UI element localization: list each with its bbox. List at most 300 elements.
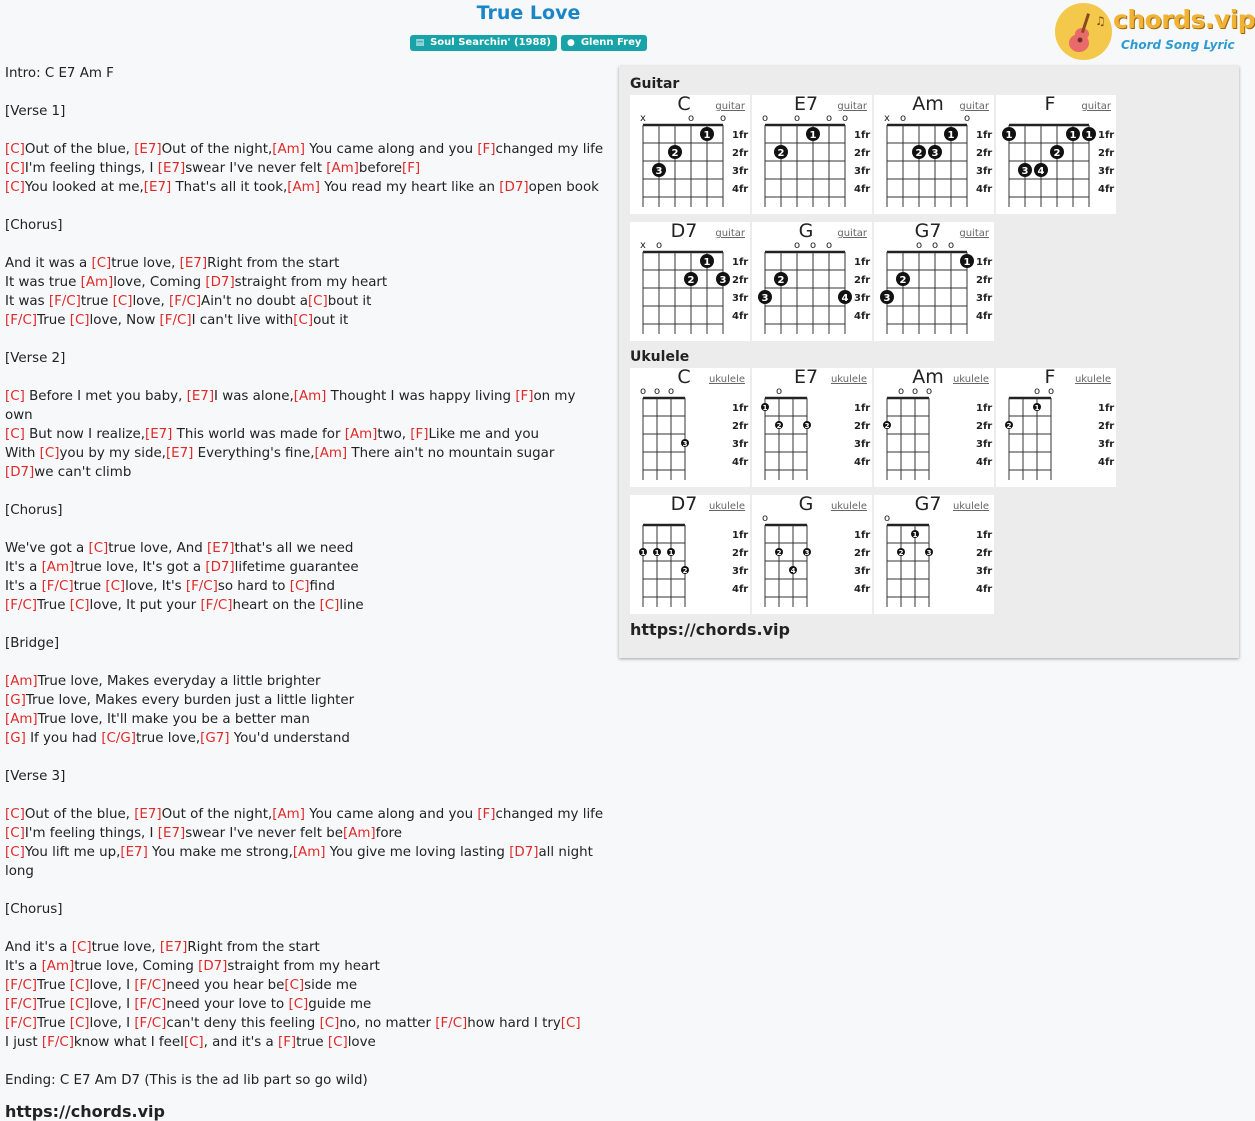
chord-marker[interactable]: [Am] <box>287 180 320 195</box>
finger-dot <box>883 421 891 430</box>
chord-marker[interactable]: [C] <box>69 997 90 1012</box>
chord-marker[interactable]: [E7] <box>134 142 162 157</box>
svg-text:2: 2 <box>899 275 907 286</box>
chord-marker[interactable]: [Am] <box>5 674 38 689</box>
badge-row <box>0 35 1057 51</box>
chord-marker[interactable]: [D7] <box>499 180 529 195</box>
lyric-text: [Verse 2] <box>5 351 66 366</box>
chord-marker[interactable]: [D7] <box>205 275 235 290</box>
lyric-line <box>5 482 607 501</box>
lyric-text: True love, Makes every burden just a little lighter <box>25 693 355 708</box>
chord-marker[interactable]: [F/C] <box>5 313 38 328</box>
instrument-link[interactable]: guitar <box>959 101 989 112</box>
chord-marker[interactable]: [C] <box>91 256 112 271</box>
finger-dot <box>667 548 675 557</box>
open-string-marker: o <box>761 513 769 524</box>
ukulele-chord-card-am[interactable] <box>874 368 994 487</box>
chord-marker[interactable]: [G] <box>5 693 26 708</box>
lyric-text: [Chorus] <box>5 218 63 233</box>
instrument-link[interactable]: guitar <box>715 101 745 112</box>
fret-label: 3fr <box>854 439 871 450</box>
chord-marker[interactable]: [C] <box>560 1016 581 1031</box>
finger-dot <box>1002 127 1016 141</box>
chord-marker[interactable]: [F/C] <box>185 579 218 594</box>
open-string-marker: o <box>925 386 933 397</box>
chord-marker[interactable]: [E7] <box>159 940 188 955</box>
chord-marker[interactable]: [C] <box>69 313 90 328</box>
finger-dot <box>803 421 811 430</box>
site-logo[interactable] <box>1055 3 1255 63</box>
svg-text:2: 2 <box>1006 422 1012 430</box>
chord-marker[interactable]: [E7] <box>157 161 186 176</box>
chord-marker[interactable]: [Am] <box>342 826 376 841</box>
lyric-text: all night long <box>5 845 593 879</box>
chord-marker[interactable]: [F/C] <box>435 1016 468 1031</box>
chord-marker[interactable]: [C] <box>69 978 90 993</box>
chord-marker[interactable]: [F/C] <box>5 1016 38 1031</box>
lyric-text: It's a <box>5 560 42 575</box>
open-string-marker: o <box>719 113 727 124</box>
chord-name: Am <box>912 366 944 388</box>
chord-marker[interactable]: [Am] <box>292 845 326 860</box>
svg-text:1: 1 <box>762 404 768 412</box>
fret-label: 4fr <box>732 457 749 468</box>
fret-label: 1fr <box>854 403 871 414</box>
lyric-text: True <box>37 598 70 613</box>
lyric-line <box>5 330 607 349</box>
chord-marker[interactable]: [Am] <box>326 161 359 176</box>
chord-marker[interactable]: [E7] <box>165 446 194 461</box>
finger-dot <box>928 145 942 159</box>
finger-dot <box>775 421 783 430</box>
chord-name: C <box>677 93 691 115</box>
chord-marker[interactable]: [Am] <box>41 959 75 974</box>
fret-label: 4fr <box>976 457 993 468</box>
lyric-text: I'm feeling things, I <box>24 826 158 841</box>
chord-name: E7 <box>793 93 819 115</box>
finger-dot <box>774 272 788 286</box>
chord-marker[interactable]: [C] <box>319 598 340 613</box>
finger-dot <box>960 254 974 268</box>
svg-text:3: 3 <box>931 148 939 159</box>
chord-marker[interactable]: [C] <box>5 389 25 404</box>
fret-label: 3fr <box>732 166 749 177</box>
ukulele-chord-card-f[interactable] <box>996 368 1116 487</box>
svg-text:3: 3 <box>761 293 769 304</box>
lyric-line <box>5 254 607 273</box>
lyric-text: I can't live with <box>191 313 294 328</box>
finger-dot <box>653 548 661 557</box>
chord-marker[interactable]: [Am] <box>80 275 114 290</box>
finger-dot <box>838 290 852 304</box>
instrument-link[interactable]: ukulele <box>708 374 745 385</box>
chord-marker[interactable]: [Am] <box>314 446 348 461</box>
lyric-text: You lift me up, <box>24 845 121 860</box>
instrument-link[interactable]: guitar <box>1081 101 1111 112</box>
svg-text:1: 1 <box>1034 404 1040 412</box>
fret-label: 3fr <box>732 566 749 577</box>
chord-marker[interactable]: [D7] <box>509 845 539 860</box>
svg-text:2: 2 <box>898 549 904 557</box>
lyric-text: And it's a <box>5 940 72 955</box>
lyric-line <box>5 976 607 995</box>
lyric-line <box>5 64 607 83</box>
ukulele-chord-card-g[interactable] <box>752 495 872 614</box>
chord-marker[interactable]: [E7] <box>186 389 215 404</box>
chord-marker[interactable]: [F/C] <box>5 598 38 613</box>
lyric-text: true love, <box>136 731 201 746</box>
chord-marker[interactable]: [F/C] <box>169 294 202 309</box>
lyric-text: It was true <box>5 275 81 290</box>
lyric-line <box>5 767 607 786</box>
lyric-text: It was <box>5 294 49 309</box>
fret-label: 2fr <box>1098 421 1115 432</box>
lyric-line <box>5 577 607 596</box>
lyric-text: And it was a <box>5 256 92 271</box>
lyric-line <box>5 881 607 900</box>
lyric-text: True <box>37 978 70 993</box>
footer-site-link[interactable]: https://chords.vip <box>5 1102 165 1121</box>
lyric-text: bout it <box>327 294 372 309</box>
chord-marker[interactable]: [C] <box>69 598 90 613</box>
chord-marker[interactable]: [Am] <box>41 560 75 575</box>
svg-text:2: 2 <box>1053 148 1061 159</box>
chord-marker[interactable]: [F/C] <box>41 1035 74 1050</box>
chord-marker[interactable]: [F/C] <box>134 1016 167 1031</box>
lyric-text: You read my heart like an <box>319 180 500 195</box>
lyric-text: Ending: C E7 Am D7 (This is the ad lib part so go wild) <box>5 1073 368 1088</box>
chord-marker[interactable]: [Am] <box>5 712 38 727</box>
chord-name: G <box>798 493 814 515</box>
chord-marker[interactable]: [C] <box>88 541 109 556</box>
album-icon: ▤ <box>415 38 425 48</box>
guitar-chord-card-c[interactable] <box>630 95 750 214</box>
finger-dot <box>1082 127 1096 141</box>
guitar-chord-card-am[interactable] <box>874 95 994 214</box>
svg-text:3: 3 <box>804 422 810 430</box>
fret-label: 3fr <box>854 166 871 177</box>
lyric-text: Right from the start <box>187 940 320 955</box>
album-label: Soul Searchin' (1988) <box>430 37 551 48</box>
chord-marker[interactable]: [F] <box>477 807 496 822</box>
chord-marker[interactable]: [C] <box>327 1035 348 1050</box>
fret-label: 2fr <box>854 148 871 159</box>
lyric-line <box>5 900 607 919</box>
lyric-line <box>5 691 607 710</box>
chord-marker[interactable]: [C] <box>288 997 309 1012</box>
lyric-text: love, Now <box>89 313 160 328</box>
chord-marker[interactable]: [E7] <box>120 845 148 860</box>
lyric-line <box>5 634 607 653</box>
chord-marker[interactable]: [D7] <box>205 560 235 575</box>
instrument-link[interactable]: guitar <box>959 228 989 239</box>
lyric-text: Ain't no doubt a <box>201 294 308 309</box>
lyric-text: true <box>73 579 106 594</box>
open-string-marker: o <box>1047 386 1055 397</box>
chord-marker[interactable]: [C] <box>39 446 60 461</box>
chord-marker[interactable]: [E7] <box>144 427 173 442</box>
guitar-chord-card-e7[interactable] <box>752 95 872 214</box>
guitar-chord-card-g7[interactable] <box>874 222 994 341</box>
svg-text:3: 3 <box>804 549 810 557</box>
fret-label: 3fr <box>854 293 871 304</box>
fret-label: 3fr <box>976 439 993 450</box>
lyric-line <box>5 1071 607 1090</box>
lyric-text: love <box>347 1035 376 1050</box>
lyric-text: love, Coming <box>113 275 206 290</box>
lyric-line <box>5 1033 607 1052</box>
svg-text:2: 2 <box>671 148 679 159</box>
lyric-text: on my own <box>5 389 576 423</box>
svg-text:1: 1 <box>947 130 955 141</box>
chord-marker[interactable]: [F/C] <box>200 598 233 613</box>
lyric-text: [Chorus] <box>5 902 63 917</box>
ukulele-chord-card-d7[interactable] <box>630 495 750 614</box>
svg-text:1: 1 <box>654 549 660 557</box>
finger-dot <box>775 548 783 557</box>
lyric-text: true love, It's got a <box>74 560 206 575</box>
chord-marker[interactable]: [F] <box>277 1035 297 1050</box>
svg-text:♫: ♫ <box>1095 14 1106 28</box>
chord-name: G <box>798 220 814 242</box>
fret-label: 2fr <box>854 421 871 432</box>
artist-badge[interactable] <box>561 35 647 51</box>
chord-marker[interactable]: [C] <box>293 313 314 328</box>
lyric-line <box>5 197 607 216</box>
chord-marker[interactable]: [C] <box>112 294 133 309</box>
fret-label: 3fr <box>732 439 749 450</box>
lyric-text: I'm feeling things, I <box>24 161 158 176</box>
panel-site-link[interactable]: https://chords.vip <box>630 620 790 639</box>
lyric-text: love, It put your <box>89 598 201 613</box>
chord-marker[interactable]: [G7] <box>200 731 230 746</box>
instrument-link[interactable]: ukulele <box>830 374 867 385</box>
chord-diagram-panel <box>619 66 1239 658</box>
lyric-text: But now I realize, <box>24 427 145 442</box>
instrument-link[interactable]: ukulele <box>708 501 745 512</box>
lyric-text: heart on the <box>232 598 320 613</box>
chord-marker[interactable]: [C] <box>71 940 92 955</box>
lyric-text: love, I <box>89 997 135 1012</box>
fret-label: 1fr <box>976 257 993 268</box>
lyric-line <box>5 824 607 843</box>
instrument-link[interactable]: ukulele <box>1074 374 1111 385</box>
lyric-text: love, I <box>89 1016 135 1031</box>
chord-marker[interactable]: [D7] <box>198 959 228 974</box>
chord-name: D7 <box>670 220 698 242</box>
fret-label: 1fr <box>732 130 749 141</box>
chord-marker[interactable]: [C] <box>69 1016 90 1031</box>
finger-dot <box>1034 163 1048 177</box>
lyric-text: find <box>309 579 335 594</box>
muted-string-marker: x <box>884 113 890 124</box>
lyric-text: I was alone, <box>214 389 294 404</box>
lyric-line <box>5 805 607 824</box>
fret-label: 1fr <box>854 257 871 268</box>
fret-label: 1fr <box>854 130 871 141</box>
instrument-link[interactable]: guitar <box>837 101 867 112</box>
lyric-lines <box>5 64 607 1090</box>
svg-text:1: 1 <box>963 257 971 268</box>
lyric-text: Before I met you baby, <box>24 389 187 404</box>
lyric-line <box>5 786 607 805</box>
instrument-link[interactable]: guitar <box>715 228 745 239</box>
lyrics-body <box>5 64 607 1121</box>
ukulele-chord-card-c[interactable] <box>630 368 750 487</box>
lyric-text: true love, <box>111 256 180 271</box>
fret-label: 2fr <box>976 148 993 159</box>
fret-label: 2fr <box>976 548 993 559</box>
lyric-text: Out of the night, <box>161 142 273 157</box>
muted-string-marker: x <box>640 113 646 124</box>
chord-marker[interactable]: [F/C] <box>134 997 167 1012</box>
open-string-marker: o <box>653 386 661 397</box>
chord-marker[interactable]: [C/G] <box>101 731 137 746</box>
chord-marker[interactable]: [F/C] <box>5 997 38 1012</box>
chord-marker[interactable]: [F/C] <box>159 313 192 328</box>
svg-text:4: 4 <box>790 567 796 575</box>
finger-dot <box>668 145 682 159</box>
finger-dot <box>639 548 647 557</box>
guitar-chord-card-f[interactable] <box>996 95 1116 214</box>
chord-marker[interactable]: [F/C] <box>134 978 167 993</box>
chord-marker[interactable]: [E7] <box>143 180 172 195</box>
fret-label: 4fr <box>976 184 993 195</box>
lyric-text: [Verse 3] <box>5 769 66 784</box>
svg-text:1: 1 <box>809 130 817 141</box>
svg-text:2: 2 <box>682 567 688 575</box>
ukulele-section-title: Ukulele <box>630 349 690 365</box>
chord-marker[interactable]: [E7] <box>207 541 235 556</box>
chord-name: D7 <box>670 493 698 515</box>
open-string-marker: o <box>761 113 769 124</box>
svg-text:2: 2 <box>776 422 782 430</box>
chord-marker[interactable]: [E7] <box>179 256 208 271</box>
fret-label: 1fr <box>1098 403 1115 414</box>
album-badge[interactable] <box>410 35 557 51</box>
lyric-line <box>5 558 607 577</box>
lyric-text: line <box>339 598 364 613</box>
ukulele-chord-card-g7[interactable] <box>874 495 994 614</box>
fret-label: 1fr <box>732 530 749 541</box>
chord-marker[interactable]: [F] <box>477 142 496 157</box>
chord-marker[interactable]: [E7] <box>157 826 186 841</box>
lyric-text: guide me <box>308 997 372 1012</box>
lyric-line <box>5 273 607 292</box>
chord-marker[interactable]: [D7] <box>5 465 35 480</box>
fret-label: 1fr <box>732 403 749 414</box>
instrument-link[interactable]: ukulele <box>952 374 989 385</box>
instrument-link[interactable]: ukulele <box>952 501 989 512</box>
lyric-text: fore <box>375 826 402 841</box>
chord-marker[interactable]: [F] <box>515 389 534 404</box>
svg-text:1: 1 <box>912 531 918 539</box>
lyric-text: no, no matter <box>339 1016 436 1031</box>
lyric-text: changed my life <box>495 807 604 822</box>
finger-dot <box>700 254 714 268</box>
lyric-line <box>5 729 607 748</box>
lyric-text: I just <box>5 1035 42 1050</box>
lyric-line <box>5 102 607 121</box>
chord-marker[interactable]: [Am] <box>272 142 305 157</box>
fret-label: 4fr <box>976 584 993 595</box>
chord-marker[interactable]: [C] <box>307 294 328 309</box>
chord-marker[interactable]: [C] <box>284 978 305 993</box>
lyric-text: swear I've never felt <box>185 161 327 176</box>
instrument-link[interactable]: ukulele <box>830 501 867 512</box>
fret-label: 4fr <box>854 184 871 195</box>
chord-marker[interactable]: [Am] <box>272 807 305 822</box>
open-string-marker: o <box>911 386 919 397</box>
lyric-line <box>5 216 607 235</box>
chord-marker[interactable]: [F] <box>410 427 429 442</box>
chord-marker[interactable]: [F/C] <box>5 978 38 993</box>
open-string-marker: o <box>793 240 801 251</box>
chord-marker[interactable]: [Am] <box>293 389 327 404</box>
finger-dot <box>774 145 788 159</box>
instrument-link[interactable]: guitar <box>837 228 867 239</box>
fret-label: 4fr <box>732 584 749 595</box>
chord-marker[interactable]: [C] <box>5 427 25 442</box>
svg-text:3: 3 <box>1021 166 1029 177</box>
chord-marker[interactable]: [C] <box>183 1035 204 1050</box>
chord-marker[interactable]: [C] <box>289 579 310 594</box>
chord-marker[interactable]: [C] <box>5 845 25 860</box>
open-string-marker: o <box>899 113 907 124</box>
guitar-chord-card-g[interactable] <box>752 222 872 341</box>
chord-marker[interactable]: [C] <box>5 142 25 157</box>
lyric-line <box>5 368 607 387</box>
finger-dot <box>803 548 811 557</box>
open-string-marker: o <box>883 513 891 524</box>
ukulele-chord-card-e7[interactable] <box>752 368 872 487</box>
fret-label: 1fr <box>976 130 993 141</box>
chord-marker[interactable]: [F/C] <box>41 579 74 594</box>
guitar-chord-card-d7[interactable] <box>630 222 750 341</box>
chord-marker[interactable]: [C] <box>5 826 25 841</box>
chord-marker[interactable]: [G] <box>5 731 26 746</box>
chord-marker[interactable]: [F] <box>401 161 421 176</box>
lyric-line <box>5 653 607 672</box>
lyric-text: You'd understand <box>229 731 350 746</box>
chord-marker[interactable]: [C] <box>5 180 25 195</box>
lyric-line <box>5 292 607 311</box>
lyric-text: , and it's a <box>203 1035 278 1050</box>
lyric-line <box>5 1014 607 1033</box>
lyric-text: we can't climb <box>34 465 132 480</box>
chord-marker[interactable]: [Am] <box>344 427 378 442</box>
chord-marker[interactable]: [C] <box>105 579 126 594</box>
fret-label: 3fr <box>976 293 993 304</box>
chord-marker[interactable]: [F/C] <box>48 294 81 309</box>
lyric-text: true <box>296 1035 328 1050</box>
chord-marker[interactable]: [C] <box>5 807 25 822</box>
chord-marker[interactable]: [C] <box>5 161 25 176</box>
chord-marker[interactable]: [C] <box>319 1016 340 1031</box>
fret-label: 2fr <box>854 548 871 559</box>
svg-text:2: 2 <box>776 549 782 557</box>
finger-dot <box>761 403 769 412</box>
lyric-text: need you hear be <box>166 978 285 993</box>
chord-name: C <box>677 366 691 388</box>
fret-label: 2fr <box>732 548 749 559</box>
logo-tagline: Chord Song Lyric <box>1121 38 1235 52</box>
open-string-marker: o <box>841 113 849 124</box>
lyric-line <box>5 501 607 520</box>
lyric-text: know what I feel <box>73 1035 184 1050</box>
chord-marker[interactable]: [E7] <box>134 807 162 822</box>
lyric-text: True <box>37 997 70 1012</box>
